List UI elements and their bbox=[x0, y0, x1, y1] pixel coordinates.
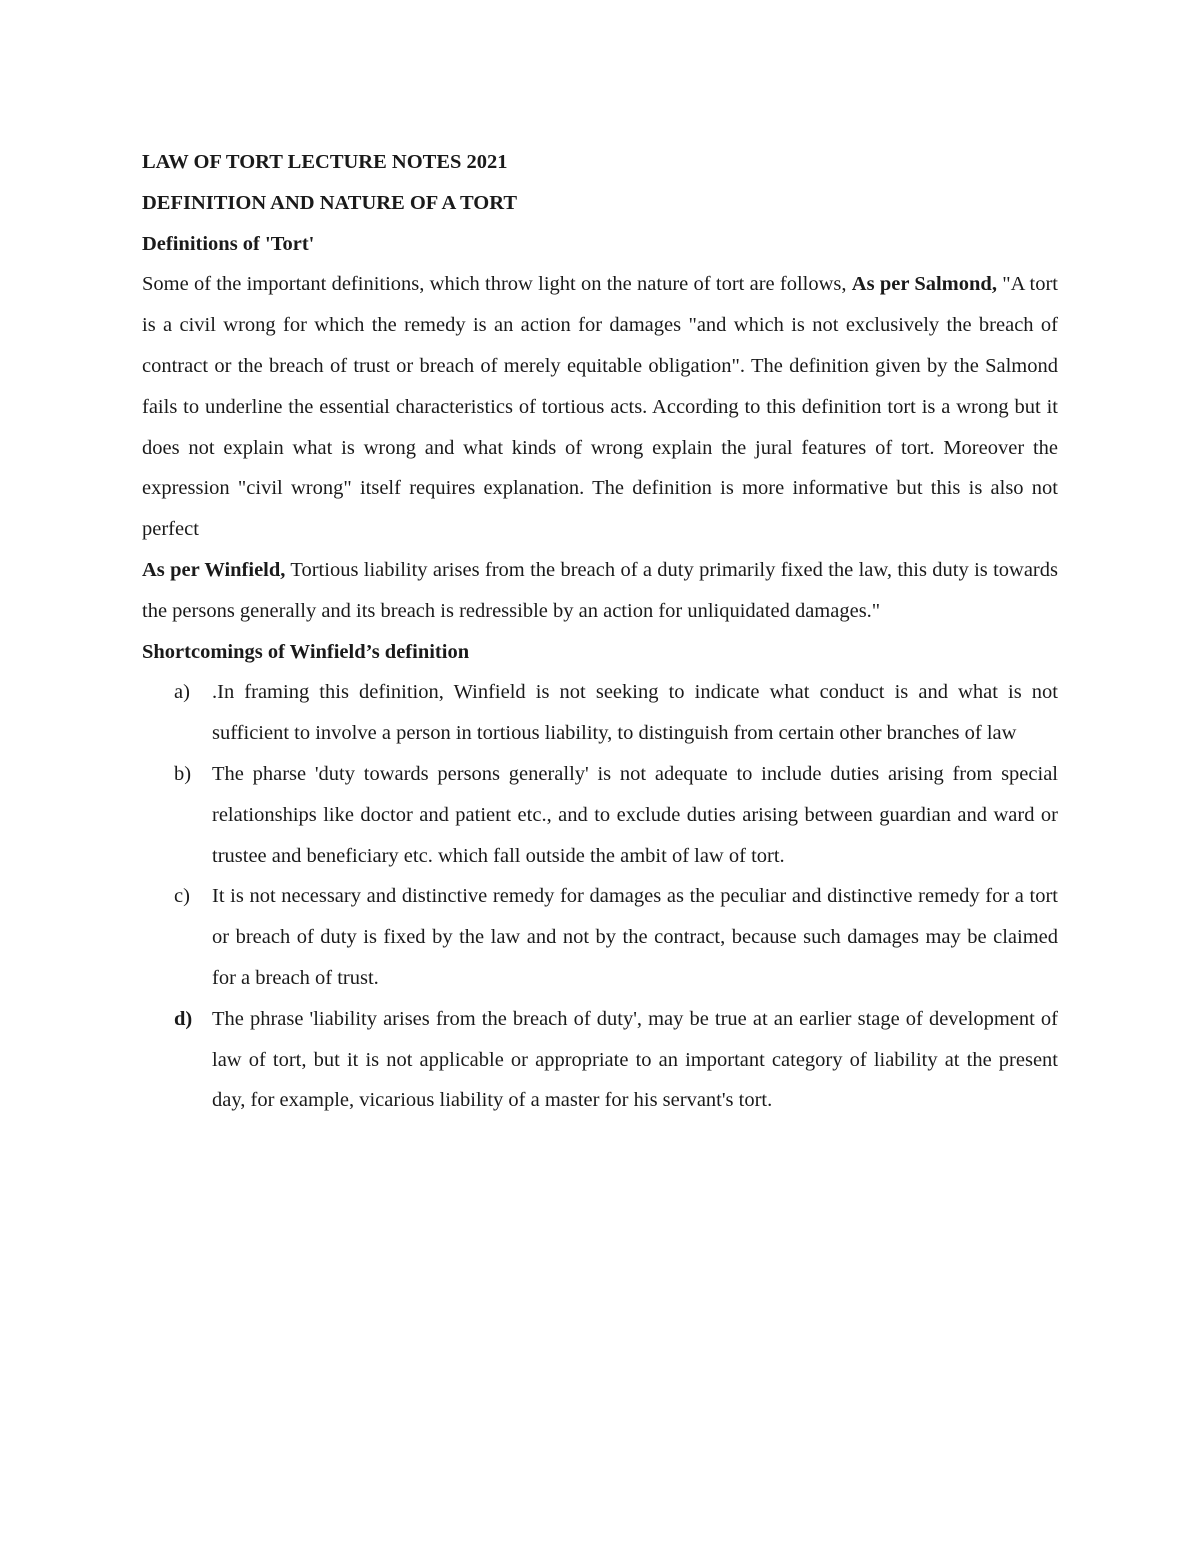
list-item bbox=[142, 754, 1058, 876]
salmond-text: "A tort is a civil wrong for which the remedy is an action for damages "and which is not exclusively the breach of contract or the breach of trust or breach of merely equitable obligation". The definition given by the Salmond fails to underline the essential characteristics of tortious acts. According to this definition tort is a wrong but it does not explain what is wrong and what kinds of wrong explain the jural features of tort. Moreover the expression "civil wrong" itself requires explanation. The definition is more informative but this is also not perfect bbox=[142, 273, 1058, 541]
section-heading-definitions: Definitions of 'Tort' bbox=[142, 232, 315, 255]
salmond-label: As per Salmond, bbox=[851, 273, 997, 296]
list-item-text: The pharse 'duty towards persons generally' is not adequate to include duties arising from special relationships like doctor and patient etc., and to exclude duties arising between guardian and ward or trustee and beneficiary etc. which fall outside the ambit of law of tort. bbox=[212, 762, 1058, 867]
shortcomings-list bbox=[142, 672, 1058, 1121]
list-marker: b) bbox=[174, 762, 192, 785]
list-item-text: It is not necessary and distinctive remedy for damages as the peculiar and distinctive remedy for a tort or breach of duty is fixed by the law and not by the contract, because such damages may be claimed for a breach of trust. bbox=[212, 885, 1058, 989]
document-title: LAW OF TORT LECTURE NOTES 2021 bbox=[142, 151, 508, 173]
document-subtitle: DEFINITION AND NATURE OF A TORT bbox=[142, 191, 517, 214]
list-item bbox=[142, 999, 1058, 1121]
winfield-text: Tortious liability arises from the breach of a duty primarily fixed the law, this duty is towards the persons generally and its breach is redressible by an action for unliquidated damages." bbox=[142, 558, 1058, 622]
paragraph-winfield bbox=[142, 550, 1058, 632]
intro-text: Some of the important definitions, which throw light on the nature of tort are follows, bbox=[142, 273, 847, 296]
list-item bbox=[142, 672, 1058, 754]
list-item-text: .In framing this definition, Winfield is not seeking to indicate what conduct is and what is not sufficient to involve a person in tortious liability, to distinguish from certain other branches of law bbox=[212, 681, 1058, 745]
winfield-label: As per Winfield, bbox=[142, 558, 286, 581]
paragraph-definitions bbox=[142, 264, 1058, 550]
list-marker: c) bbox=[174, 885, 190, 908]
section-heading-shortcomings: Shortcomings of Winfield’s definition bbox=[142, 640, 470, 663]
list-marker: d) bbox=[174, 1007, 193, 1030]
list-marker: a) bbox=[174, 681, 190, 704]
list-item-text: The phrase 'liability arises from the breach of duty', may be true at an earlier stage of development of law of tort, but it is not applicable or appropriate to an important category of liability at the present day, for example, vicarious liability of a master for his servant's tort. bbox=[212, 1007, 1058, 1112]
list-item bbox=[142, 876, 1058, 998]
document-page bbox=[142, 142, 1058, 1121]
